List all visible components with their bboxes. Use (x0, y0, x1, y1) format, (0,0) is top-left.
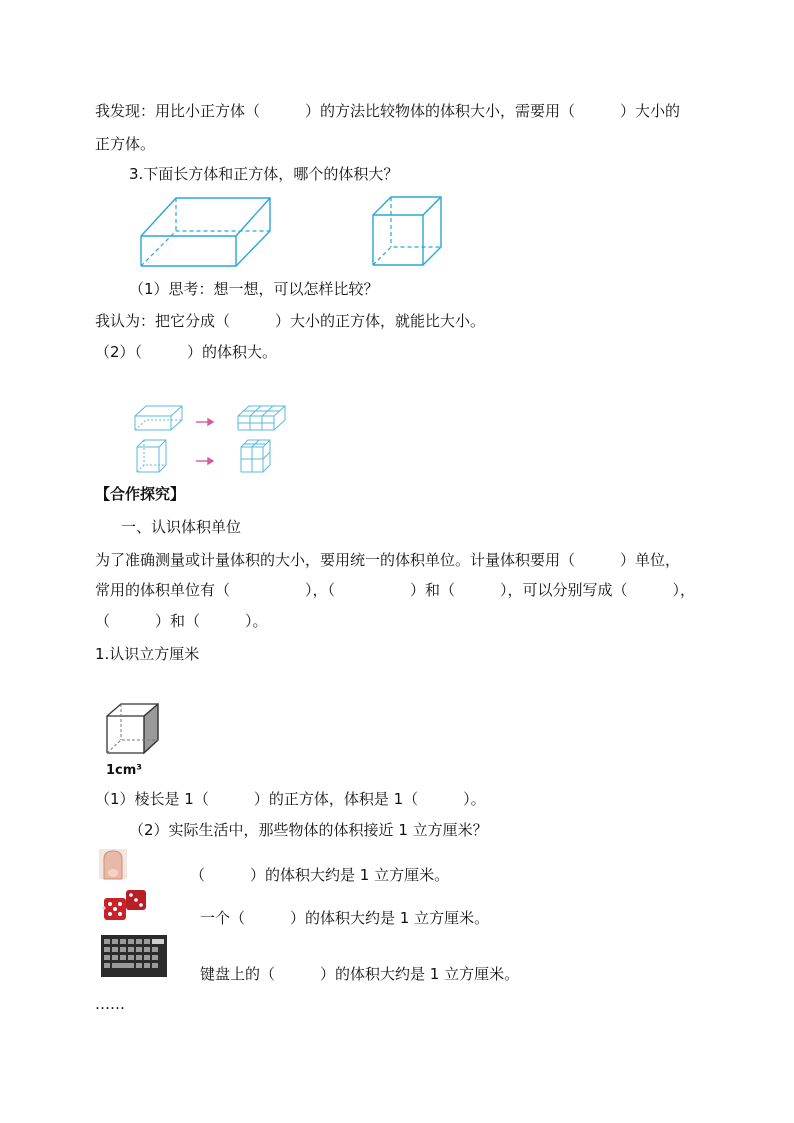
cuboid-figure (140, 196, 275, 268)
cube-figure (372, 195, 444, 267)
example-keyboard: 键盘上的（ ）的体积大约是 1 立方厘米。 (200, 965, 520, 983)
fingertip-icon (99, 849, 127, 879)
cubic-cm-title: 1.认识立方厘米 (95, 645, 200, 663)
discovery-line-2: 正方体。 (95, 135, 156, 153)
example-dice: 一个（ ）的体积大约是 1 立方厘米。 (200, 909, 490, 927)
keyboard-icon (101, 935, 167, 977)
section-volume-units: 一、认识体积单位 (121, 518, 242, 536)
real-life-question: （2）实际生活中，那些物体的体积接近 1 立方厘米？ (129, 821, 488, 839)
edge-length-line: （1）棱长是 1（ ）的正方体，体积是 1（ ）。 (95, 790, 486, 808)
question-3-answer: 我认为：把它分成（ ）大小的正方体，就能比大小。 (95, 312, 486, 330)
discovery-line-1: 我发现：用比小正方体（ ）的方法比较物体的体积大小，需要用（ ）大小的 (95, 102, 681, 120)
ellipsis: …… (95, 995, 125, 1013)
units-paragraph-2: 常用的体积单位有（ ），（ ）和（ ），可以分别写成（ ）， (95, 581, 696, 599)
units-paragraph-3: （ ）和（ ）。 (95, 612, 268, 630)
question-3-part-2: （2）（ ）的体积大。 (95, 343, 278, 361)
comparison-diagram (134, 404, 284, 476)
coop-heading: 【合作探究】 (95, 485, 186, 503)
question-3-think: （1）思考：想一想，可以怎样比较？ (129, 280, 379, 298)
dice-icon (102, 888, 148, 922)
cubic-centimeter-cube (106, 703, 160, 755)
question-3-title: 3.下面长方体和正方体，哪个的体积大？ (129, 165, 399, 183)
example-fingertip: （ ）的体积大约是 1 立方厘米。 (190, 866, 450, 884)
units-paragraph-1: 为了准确测量或计量体积的大小，要用统一的体积单位。计量体积要用（ ）单位， (95, 551, 681, 569)
cube-label: 1cm³ (106, 763, 142, 778)
